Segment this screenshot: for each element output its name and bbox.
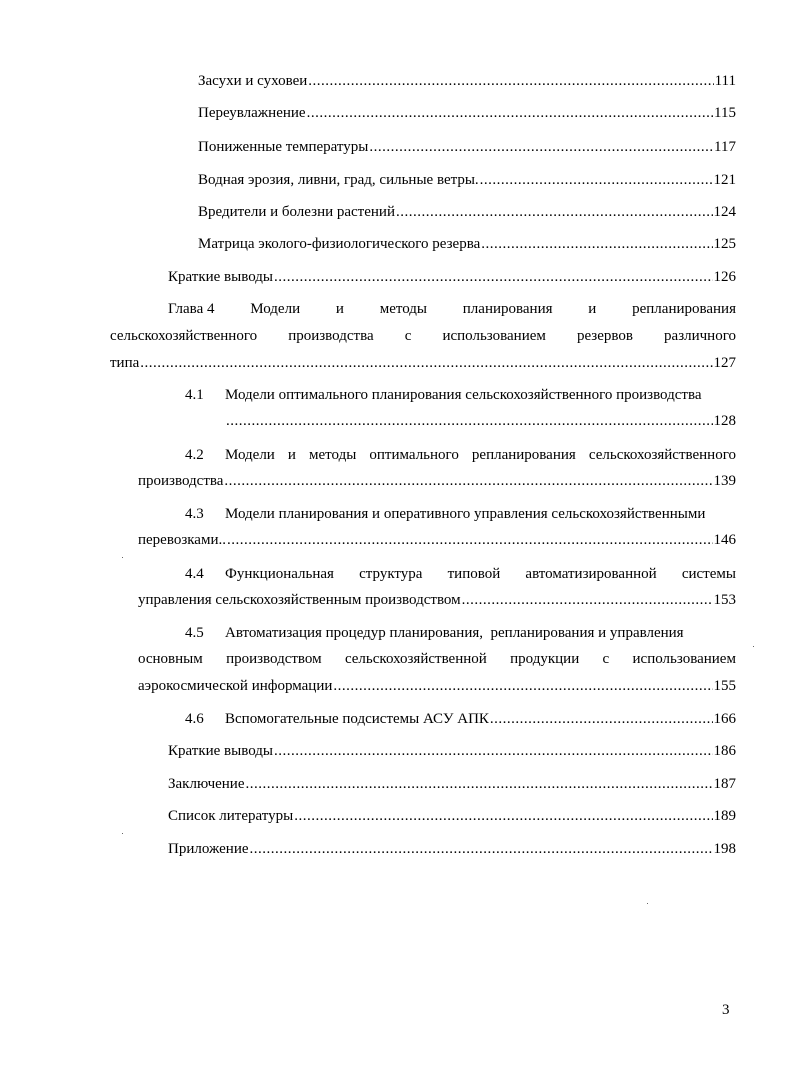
section-title: Модели оптимального планирования сельскохозяйственного производства	[225, 387, 702, 403]
word: планирования	[462, 301, 553, 317]
word: производством	[226, 651, 322, 667]
word: различного	[664, 328, 736, 344]
section-number: 4.2	[185, 447, 204, 463]
leader-dots	[294, 807, 712, 825]
word: и	[335, 301, 344, 317]
toc-entry-label: Краткие выводы	[168, 269, 273, 285]
word: Глава 4	[168, 301, 215, 317]
toc-entry-page: 117	[714, 139, 736, 155]
word: Модели	[225, 447, 275, 463]
leader-dots	[226, 412, 713, 430]
word: методы	[379, 301, 427, 317]
toc-entry-label: типа	[110, 355, 140, 371]
word: использованием	[632, 651, 736, 667]
toc-entry	[198, 171, 736, 189]
word: сельскохозяйственной	[344, 651, 487, 667]
toc-entry-label: Засухи и суховеи	[198, 73, 308, 89]
toc-entry-page: 124	[713, 204, 736, 220]
toc-entry-page: 139	[713, 473, 736, 489]
word: Функциональная	[225, 566, 334, 582]
toc-entry	[198, 203, 736, 221]
toc-entry-label: управления сельскохозяйственным производством	[138, 592, 461, 608]
word: резервов	[576, 328, 633, 344]
word: производства	[288, 328, 374, 344]
word: и	[588, 301, 597, 317]
word: типовой	[447, 566, 501, 582]
leader-dots	[396, 203, 713, 221]
word: репланирования	[471, 447, 576, 463]
section-title	[225, 446, 736, 464]
leader-dots	[307, 104, 713, 122]
toc-entry	[110, 354, 736, 372]
toc-entry	[138, 531, 736, 549]
toc-entry-label: Заключение	[168, 776, 245, 792]
toc-entry-page: 127	[713, 355, 736, 371]
toc-entry-label: Водная эрозия, ливни, град, сильные ветры.	[198, 172, 479, 188]
leader-dots	[274, 268, 713, 286]
scan-speck	[122, 833, 123, 834]
toc-entry-page: 115	[714, 105, 736, 121]
toc-entry-label: Пониженные температуры	[198, 139, 369, 155]
toc-entry-page: 198	[713, 841, 736, 857]
toc-entry	[168, 742, 736, 760]
toc-entry	[185, 710, 736, 728]
word: методы	[309, 447, 357, 463]
toc-entry	[198, 72, 736, 90]
toc-entry	[198, 235, 736, 253]
word: и	[287, 447, 296, 463]
toc-entry-label: Список литературы	[168, 808, 294, 824]
word: основным	[138, 651, 203, 667]
scan-speck	[753, 646, 754, 647]
page-number: 3	[722, 1002, 730, 1018]
toc-section-line	[185, 565, 736, 583]
scan-speck	[647, 903, 648, 904]
leader-dots	[480, 171, 713, 189]
toc-entry	[168, 807, 736, 825]
leader-dots	[462, 591, 713, 609]
word: продукции	[510, 651, 580, 667]
toc-entry	[198, 104, 736, 122]
section-title	[225, 565, 736, 583]
toc-entry-page: 166	[713, 711, 736, 727]
leader-dots	[140, 354, 712, 372]
section-number: 4.4	[185, 566, 204, 582]
word: структура	[359, 566, 423, 582]
toc-entry-page: 153	[713, 592, 736, 608]
toc-entry	[225, 412, 736, 430]
word: сельскохозяйственного	[588, 447, 736, 463]
word: использованием	[442, 328, 546, 344]
leader-dots	[481, 235, 712, 253]
word: автоматизированной	[525, 566, 657, 582]
leader-dots	[369, 138, 713, 156]
toc-section-line	[185, 505, 736, 523]
leader-dots	[333, 677, 712, 695]
section-title-line	[138, 650, 736, 668]
toc-entry-page: 111	[714, 73, 736, 89]
word: сельскохозяйственного	[110, 328, 258, 344]
toc-entry-label: Матрица эколого-физиологического резерва	[198, 236, 481, 252]
toc-entry-page: 186	[713, 743, 736, 759]
chapter-heading-line	[168, 300, 736, 318]
leader-dots	[250, 840, 713, 858]
leader-dots	[227, 531, 713, 549]
toc-entry	[138, 472, 736, 490]
leader-dots	[490, 710, 713, 728]
toc-entry-label: Краткие выводы	[168, 743, 273, 759]
leader-dots	[308, 72, 713, 90]
toc-entry-label: перевозками..	[138, 532, 226, 548]
leader-dots	[246, 775, 713, 793]
section-number: 4.1	[185, 387, 204, 403]
section-number: 4.6	[185, 711, 204, 727]
toc-entry-label: аэрокосмической информации	[138, 678, 333, 694]
toc-entry-page: 189	[713, 808, 736, 824]
toc-entry-label: Вредители и болезни растений	[198, 204, 395, 220]
toc-entry	[168, 775, 736, 793]
toc-entry-page: 187	[713, 776, 736, 792]
word: системы	[681, 566, 736, 582]
leader-dots	[274, 742, 713, 760]
word: с	[602, 651, 610, 667]
toc-entry	[138, 591, 736, 609]
word: Модели	[250, 301, 301, 317]
toc-entry	[138, 677, 736, 695]
section-title: Модели планирования и оперативного управления сельскохозяйственными	[225, 506, 706, 522]
toc-entry-label: Переувлажнение	[198, 105, 306, 121]
section-title: Автоматизация процедур планирования, репланирования и управления	[225, 625, 684, 641]
scan-speck	[122, 557, 123, 558]
toc-section-line	[185, 386, 736, 404]
toc-section-line	[185, 446, 736, 464]
chapter-heading-line	[110, 327, 736, 345]
toc-entry-page: 128	[713, 413, 736, 429]
word: с	[404, 328, 412, 344]
section-number: 4.5	[185, 625, 204, 641]
toc-entry-page: 121	[713, 172, 736, 188]
toc-entry-page: 125	[713, 236, 736, 252]
word: репланирования	[632, 301, 736, 317]
toc-section-line	[185, 624, 736, 642]
word: оптимального	[369, 447, 459, 463]
toc-entry	[198, 138, 736, 156]
toc-entry-page: 155	[713, 678, 736, 694]
toc-entry-label: Приложение	[168, 841, 249, 857]
toc-entry-page: 146	[713, 532, 736, 548]
leader-dots	[224, 472, 712, 490]
section-number: 4.3	[185, 506, 204, 522]
toc-entry-label: производства	[138, 473, 224, 489]
section-title: Вспомогательные подсистемы АСУ АПК	[225, 711, 489, 727]
toc-entry-page: 126	[713, 269, 736, 285]
toc-entry	[168, 268, 736, 286]
toc-entry	[168, 840, 736, 858]
